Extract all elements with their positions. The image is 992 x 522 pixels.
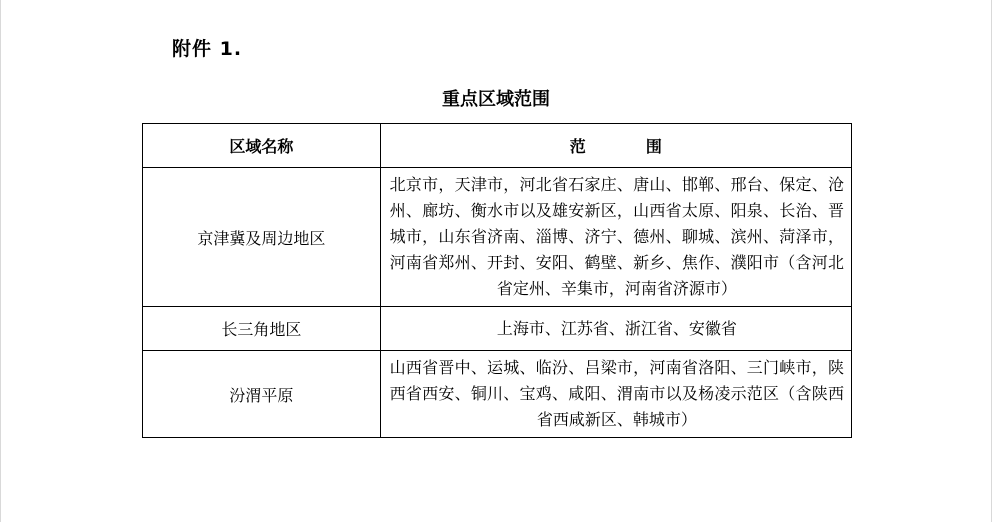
region-table: [142, 123, 852, 438]
region-scope-cell: 山西省晋中、运城、临汾、吕梁市，河南省洛阳、三门峡市，陕西省西安、铜川、宝鸡、咸阳、渭南市以及杨凌示范区（含陕西省西咸新区、韩城市）: [380, 351, 851, 438]
region-name-cell: 京津冀及周边地区: [143, 168, 381, 307]
attachment-label: 附件 1.: [172, 38, 243, 60]
region-scope-cell: 北京市，天津市，河北省石家庄、唐山、邯郸、邢台、保定、沧州、廊坊、衡水市以及雄安新区，山西省太原、阳泉、长治、晋城市，山东省济南、淄博、济宁、德州、聊城、滨州、菏泽市，河南省郑州、开封、安阳、鹤壁、新乡、焦作、濮阳市（含河北省定州、辛集市，河南省济源市）: [380, 168, 851, 307]
region-name-cell: 汾渭平原: [143, 351, 381, 438]
table-row: [143, 351, 852, 438]
header-scope: [380, 124, 851, 168]
region-name-cell: 长三角地区: [143, 307, 381, 351]
document-title: 重点区域范围: [442, 89, 550, 110]
header-scope-part1: 范: [569, 137, 586, 156]
header-scope-part2: 围: [645, 137, 662, 156]
table-row: [143, 307, 852, 351]
header-region-name: 区域名称: [143, 124, 381, 168]
region-scope-cell: 上海市、江苏省、浙江省、安徽省: [380, 307, 851, 351]
table-row: [143, 168, 852, 307]
table-header-row: [143, 124, 852, 168]
page-edge: [0, 0, 1, 522]
